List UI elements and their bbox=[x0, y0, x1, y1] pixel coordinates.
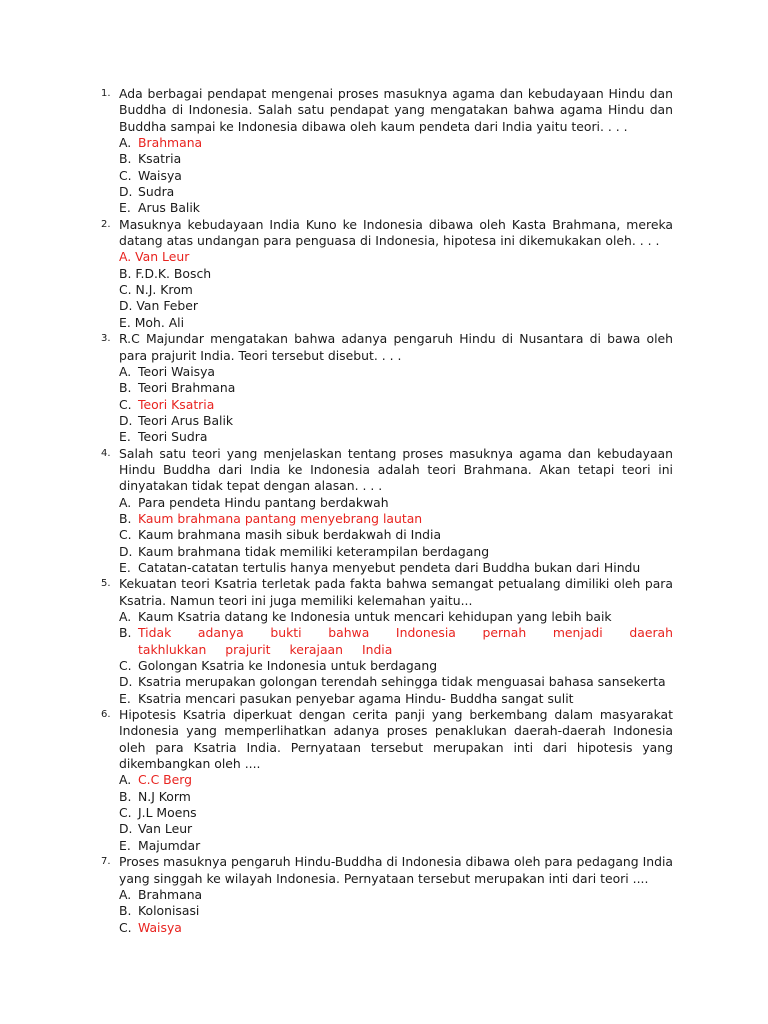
option-letter: A. bbox=[119, 886, 132, 902]
option-text: D. Van Feber bbox=[119, 298, 198, 314]
option bbox=[119, 168, 673, 184]
question-text: Masuknya kebudayaan India Kuno ke Indonesia dibawa oleh Kasta Brahmana, mereka datang atas undangan para penguasa di Indonesia, hipotesa ini dikemukakan oleh. . . . bbox=[119, 216, 673, 249]
option bbox=[119, 282, 673, 298]
option-text: Kaum Ksatria datang ke Indonesia untuk mencari kehidupan yang lebih baik bbox=[138, 609, 612, 624]
option-text: Teori Sudra bbox=[138, 429, 208, 445]
option-letter: B. bbox=[119, 788, 132, 804]
option-text: Ksatria bbox=[138, 151, 182, 167]
option bbox=[119, 789, 673, 805]
option-letter: C. bbox=[119, 805, 132, 821]
option bbox=[119, 298, 673, 314]
option-letter: A. bbox=[119, 363, 132, 379]
option bbox=[119, 200, 673, 216]
option bbox=[119, 315, 673, 331]
option-text-answer: Kaum brahmana pantang menyebrang lautan bbox=[138, 510, 423, 526]
option bbox=[119, 658, 673, 674]
option bbox=[119, 135, 673, 151]
option-letter: B. bbox=[119, 510, 132, 526]
option bbox=[119, 560, 673, 576]
option-letter: A. bbox=[119, 609, 132, 624]
question-number: 7. bbox=[101, 856, 111, 868]
option-letter: C. bbox=[119, 167, 132, 183]
option bbox=[119, 151, 673, 167]
option-text: J.L Moens bbox=[138, 805, 197, 821]
question-text: R.C Majundar mengatakan bahwa adanya pengaruh Hindu di Nusantara di bawa oleh para prajurit India. Teori tersebut disebut. . . . bbox=[119, 331, 673, 363]
option bbox=[119, 805, 673, 821]
option-letter: E. bbox=[119, 690, 131, 706]
option-letter: A. bbox=[119, 772, 132, 788]
question-3 bbox=[101, 331, 673, 364]
option bbox=[119, 625, 673, 658]
option-letter: B. bbox=[119, 903, 132, 919]
option-text: C. N.J. Krom bbox=[119, 282, 193, 298]
option bbox=[119, 364, 673, 380]
option bbox=[119, 674, 673, 690]
question-number: 3. bbox=[101, 333, 111, 345]
option bbox=[119, 413, 673, 429]
question-2 bbox=[101, 217, 673, 250]
option-letter: E. bbox=[119, 837, 131, 853]
question-4 bbox=[101, 446, 673, 495]
option-text: Teori Brahmana bbox=[138, 380, 236, 396]
option-text: Majumdar bbox=[138, 837, 201, 853]
option-text: Kaum brahmana tidak memiliki keterampilan berdagang bbox=[138, 543, 490, 559]
option bbox=[119, 920, 673, 936]
option-text: Waisya bbox=[138, 167, 182, 183]
option bbox=[119, 903, 673, 919]
question-number: 2. bbox=[101, 218, 111, 230]
option-letter: A. bbox=[119, 494, 132, 510]
option bbox=[119, 184, 673, 200]
question-number: 6. bbox=[101, 709, 111, 721]
option bbox=[119, 887, 673, 903]
question-text: Kekuatan teori Ksatria terletak pada fakta bahwa semangat petualang dimiliki oleh para Ksatria. Namun teori ini juga memiliki kelemahan yaitu... bbox=[119, 576, 673, 608]
option-letter: B. bbox=[119, 380, 132, 396]
option bbox=[119, 266, 673, 282]
option bbox=[119, 821, 673, 837]
option-text-answer: Tidak adanya bukti bahwa Indonesia pernah menjadi daerah takhlukkan prajurit kerajaan India bbox=[138, 625, 673, 657]
option-text: Catatan-catatan tertulis hanya menyebut pendeta dari Buddha bukan dari Hindu bbox=[138, 559, 641, 575]
option-letter: B. bbox=[119, 151, 132, 167]
option-letter: C. bbox=[119, 919, 132, 935]
question-number: 1. bbox=[101, 88, 111, 99]
option-text-answer: C.C Berg bbox=[138, 772, 193, 788]
option bbox=[119, 429, 673, 445]
option-text-answer: Waisya bbox=[138, 919, 182, 935]
option bbox=[119, 380, 673, 396]
option-letter: E. bbox=[119, 559, 131, 575]
option-letter: C. bbox=[119, 658, 132, 674]
question-text: Proses masuknya pengaruh Hindu-Buddha di Indonesia dibawa oleh para pedagang India yang singgah ke wilayah Indonesia. Pernyataan tersebut merupakan inti dari teori .... bbox=[119, 854, 673, 886]
question-text: Hipotesis Ksatria diperkuat dengan cerita panji yang berkembang dalam masyarakat Indonesia yang memperlihatkan adanya proses penaklukan daerah-daerah Indonesia oleh para Ksatria India. Pernyataan tersebut merupakan inti dari hipotesis yang dikembangkan oleh .... bbox=[119, 707, 673, 772]
option-text: Kaum brahmana masih sibuk berdakwah di India bbox=[138, 527, 442, 543]
option-text-answer: Teori Ksatria bbox=[138, 396, 215, 412]
option bbox=[119, 397, 673, 413]
option bbox=[119, 609, 673, 625]
question-6 bbox=[101, 707, 673, 772]
option bbox=[119, 838, 673, 854]
option bbox=[119, 511, 673, 527]
question-number: 4. bbox=[101, 447, 111, 459]
option-text: Teori Waisya bbox=[138, 363, 216, 379]
option-text: Para pendeta Hindu pantang berdakwah bbox=[138, 494, 389, 510]
option-letter: D. bbox=[119, 412, 133, 428]
option-letter: E. bbox=[119, 429, 131, 445]
question-text: Ada berbagai pendapat mengenai proses masuknya agama dan kebudayaan Hindu dan Buddha di Indonesia. Salah satu pendapat yang mengatakan bahwa agama Hindu dan Buddha sampai ke Indonesia dibawa oleh kaum pendeta dari India yaitu teori. . . . bbox=[119, 86, 673, 134]
option-letter: D. bbox=[119, 821, 133, 837]
option-letter: D. bbox=[119, 184, 133, 200]
option-text: Arus Balik bbox=[138, 200, 200, 216]
option-text: Golongan Ksatria ke Indonesia untuk berdagang bbox=[138, 658, 438, 674]
option bbox=[119, 249, 673, 265]
option-text: Brahmana bbox=[138, 886, 203, 902]
question-1 bbox=[101, 86, 673, 135]
option bbox=[119, 544, 673, 560]
option-text: Teori Arus Balik bbox=[138, 412, 234, 428]
option-text: Sudra bbox=[138, 184, 175, 200]
option bbox=[119, 691, 673, 707]
option bbox=[119, 527, 673, 543]
option-letter: A. bbox=[119, 135, 132, 151]
option-text-answer: A. Van Leur bbox=[119, 249, 190, 265]
option-text-answer: Brahmana bbox=[138, 135, 203, 151]
option-text: Van Leur bbox=[138, 821, 193, 837]
option-text: E. Moh. Ali bbox=[119, 314, 185, 330]
option-letter: C. bbox=[119, 396, 132, 412]
question-number: 5. bbox=[101, 578, 111, 590]
option-text: N.J Korm bbox=[138, 788, 191, 804]
quiz-page bbox=[0, 86, 768, 936]
option-letter: E. bbox=[119, 200, 131, 216]
option-letter: B. bbox=[119, 625, 132, 641]
option-letter: D. bbox=[119, 674, 133, 690]
option bbox=[119, 495, 673, 511]
option-text: Ksatria merupakan golongan terendah sehingga tidak menguasai bahasa sansekerta bbox=[138, 674, 666, 690]
question-7 bbox=[101, 854, 673, 887]
option-text: B. F.D.K. Bosch bbox=[119, 265, 212, 281]
option-letter: D. bbox=[119, 543, 133, 559]
question-text: Salah satu teori yang menjelaskan tentang proses masuknya agama dan kebudayaan Hindu Buddha dari India ke Indonesia adalah teori Brahmana. Akan tetapi teori ini dinyatakan tidak tepat dengan alasan. . . . bbox=[119, 445, 673, 494]
question-5 bbox=[101, 576, 673, 609]
option-letter: C. bbox=[119, 527, 132, 543]
option bbox=[119, 772, 673, 788]
option-text: Kolonisasi bbox=[138, 903, 200, 919]
option-text: Ksatria mencari pasukan penyebar agama Hindu- Buddha sangat sulit bbox=[138, 690, 574, 706]
